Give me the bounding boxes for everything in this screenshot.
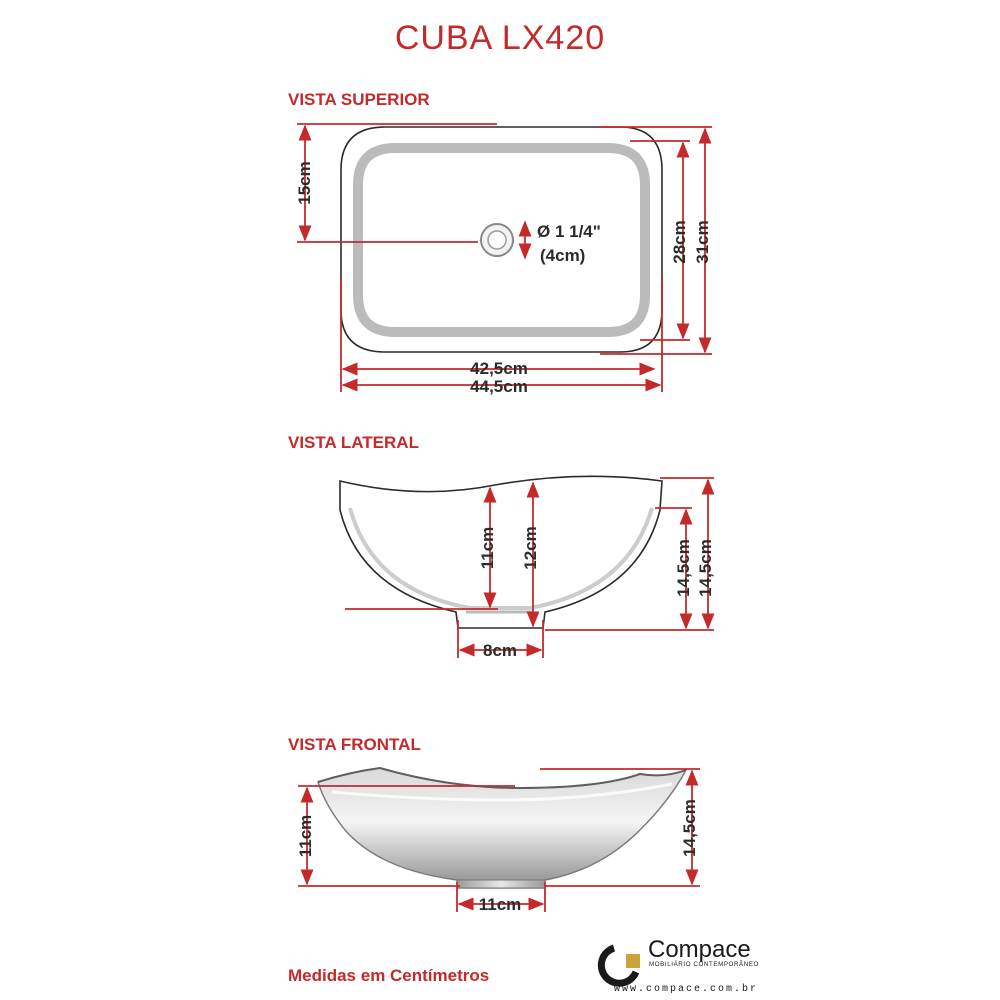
- drain-diameter-label: Ø 1 1/4": [537, 222, 601, 241]
- brand-name: Compace: [648, 936, 751, 963]
- brand-url: www.compace.com.br: [614, 984, 759, 995]
- side-dimension-8cm: 8cm: [482, 641, 518, 660]
- section-title-top-view: VISTA SUPERIOR: [288, 90, 430, 109]
- front-dimension-14-5cm: 14,5cm: [680, 799, 699, 857]
- side-dimension-12cm: 12cm: [521, 526, 540, 570]
- brand-tagline: MOBILIÁRIO CONTEMPORÂNEO: [649, 961, 759, 968]
- section-title-front-view: VISTA FRONTAL: [288, 735, 421, 754]
- side-view-drawing: [340, 476, 662, 628]
- front-dimension-11cm: 11cm: [296, 814, 315, 858]
- front-dimension-base-11cm: 11cm: [478, 895, 522, 914]
- side-dimension-11cm: 11cm: [478, 526, 497, 570]
- compace-logo: [601, 936, 759, 995]
- dimension-31cm: 31cm: [693, 220, 712, 264]
- dimension-28cm: 28cm: [670, 220, 689, 264]
- dimension-15cm: 15cm: [295, 161, 314, 205]
- page-title: CUBA LX420: [394, 19, 606, 57]
- side-dimension-14-5cm-inner: 14,5cm: [674, 539, 693, 597]
- drain-metric-label: (4cm): [540, 246, 586, 265]
- side-dimension-14-5cm-outer: 14,5cm: [696, 539, 715, 597]
- units-note: Medidas em Centímetros: [288, 966, 490, 985]
- dimension-42-5cm: 42,5cm: [470, 359, 528, 378]
- top-view-drawing: [341, 127, 662, 352]
- dimension-44-5cm: 44,5cm: [470, 377, 528, 396]
- section-title-side-view: VISTA LATERAL: [288, 433, 419, 452]
